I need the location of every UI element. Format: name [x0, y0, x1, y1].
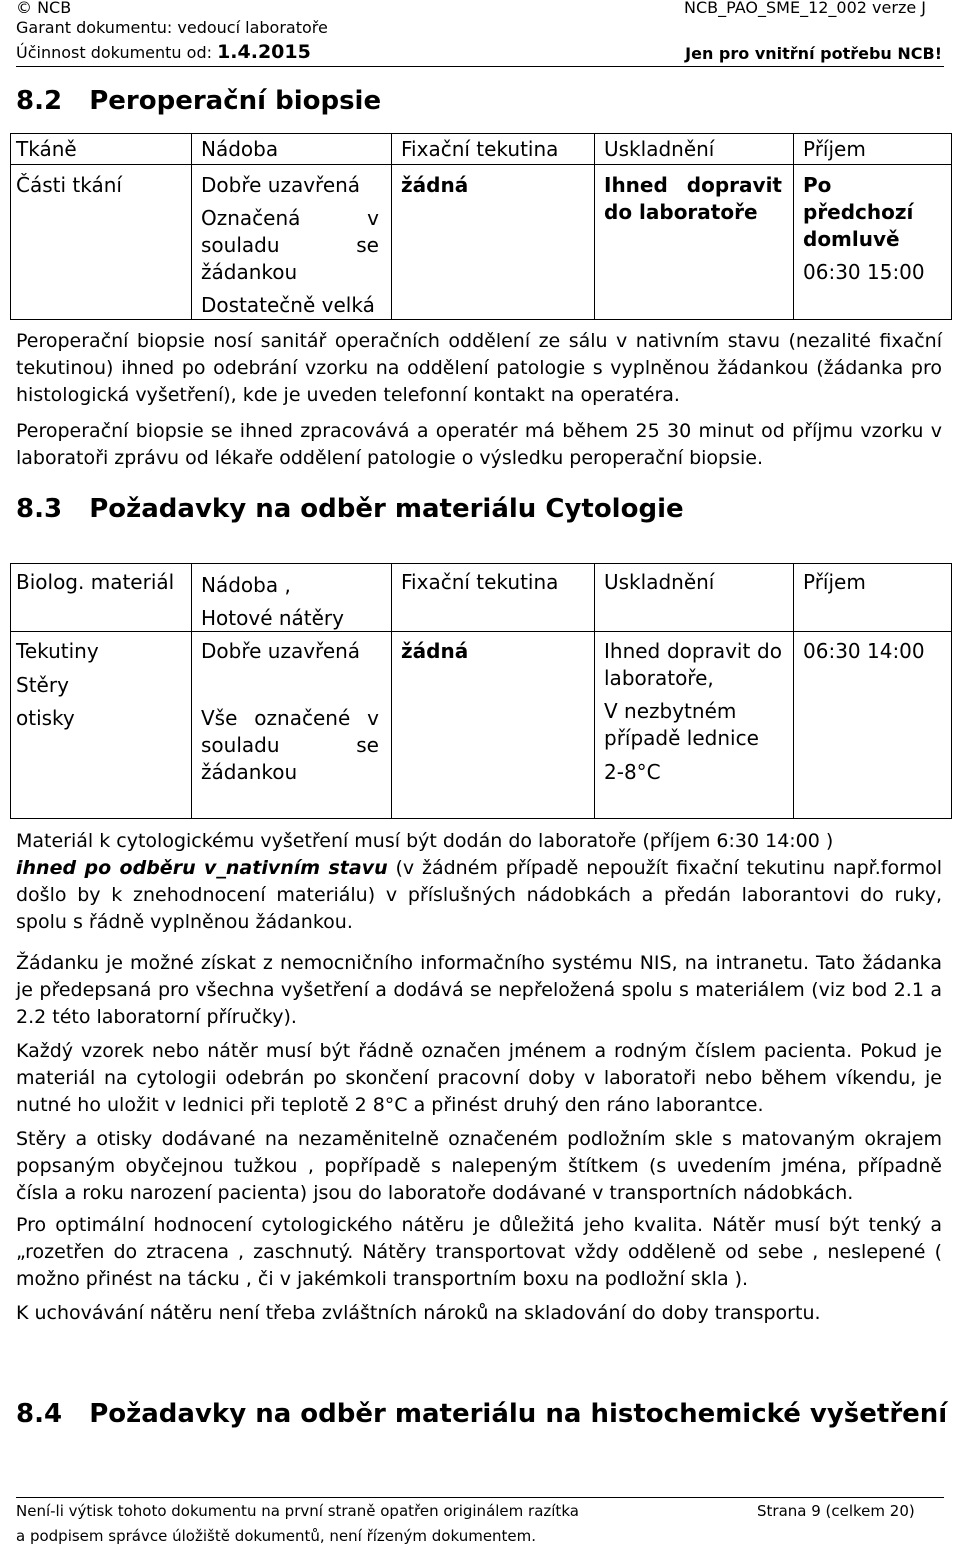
- section-83-paragraph-5: Pro optimální hodnocení cytologického nátěru je důležitá jeho kvalita. Nátěr musí být tenký a „rozetřen do ztracena , zaschnutý. Nátěry transportovat vždy odděleně od sebe , neslepené ( možno přinést na tácku , či v jakémkoli transportním boxu na podložní skla ).: [16, 1214, 942, 1290]
- cell-fixation: žádná: [401, 639, 469, 663]
- cell-material-smears: Stěry: [16, 673, 69, 697]
- col-header-receipt: Příjem: [803, 137, 866, 161]
- section-83-paragraph-4: Stěry a otisky dodávané na nezaměnitelně označeném podložním skle s matovaným okrajem popsaným obyčejnou tužkou , popřípadě s nalepeným štítkem (s uvedením jména, případně čísla a roku narození pacienta) jsou do laboratoře dodávané v transportních nádobkách.: [16, 1128, 942, 1204]
- section-82-paragraph-2: Peroperační biopsie se ihned zpracovává a operatér má během 25 30 minut od příjmu vzorku v laboratoři zprávu od lékaře oddělení patologie o výsledku peroperační biopsie.: [16, 420, 942, 469]
- col-header-storage: Uskladnění: [604, 137, 715, 161]
- col-header-tissue: Tkáně: [16, 137, 77, 161]
- section-83-paragraph-6: K uchovávání nátěru není třeba zvláštních nároků na skladování do doby transportu.: [16, 1302, 821, 1324]
- header-rule: [16, 66, 944, 67]
- cell-storage: Ihned dopravit do laboratoře: [604, 173, 782, 224]
- header-effective-date: 1.4.2015: [217, 41, 311, 63]
- footer-disclaimer-line-1: Není-li výtisk tohoto dokumentu na první straně opatřen originálem razítka: [16, 1502, 579, 1520]
- section-83-title: 8.3 Požadavky na odběr materiálu Cytologie: [16, 494, 684, 524]
- cell-receipt-note: Po předchozí domluvě: [803, 173, 914, 251]
- section-83-paragraph-2: Žádanku je možné získat z nemocničního informačního systému NIS, na intranetu. Tato žádanka je předepsaná pro všechna vyšetření a dodává se nepřeložená spolu s materiálem (viz bod 2.1 a 2.2 této laboratorní příručky).: [16, 952, 942, 1028]
- cell-storage-temperature: 2-8°C: [604, 760, 661, 784]
- cell-container-closed: Dobře uzavřená: [201, 173, 361, 197]
- cell-container-labeled: Označená v souladu se žádankou: [201, 206, 379, 284]
- cell-receipt-hours: 06:30 14:00: [803, 639, 925, 663]
- header-copyright: © NCB: [16, 0, 72, 17]
- col-header-material: Biolog. materiál: [16, 570, 175, 594]
- footer-page-number: Strana 9 (celkem 20): [757, 1502, 915, 1520]
- paragraph-1-rest: (v žádném případě nepoužít fixační tekutinu např.formol došlo by k znehodnocení materiálu) v příslušných nádobkách a předán laborantovi do ruky, spolu s řádně vyplněnou žádankou.: [16, 857, 942, 933]
- cell-material-imprints: otisky: [16, 706, 75, 730]
- footer-rule: [16, 1497, 944, 1498]
- section-83-paragraph-3: Každý vzorek nebo nátěr musí být řádně označen jménem a rodným číslem pacienta. Pokud je materiál na cytologii odebrán po skončení pracovní doby v laboratoři nebo během víkendu, je nutné ho uložit v lednici při teplotě 2 8°C a přinést druhý den ráno laborantce.: [16, 1040, 942, 1116]
- col-header-container: Nádoba: [201, 137, 279, 161]
- section-83-paragraph-1: [16, 828, 942, 936]
- cell-fixation: žádná: [401, 173, 469, 197]
- footer-disclaimer-line-2: a podpisem správce úložiště dokumentů, není řízeným dokumentem.: [16, 1527, 537, 1545]
- cell-material-liquids: Tekutiny: [16, 639, 99, 663]
- header-doc-id: NCB_PAO_SME_12_002 verze J: [684, 0, 926, 17]
- cell-tissue: Části tkání: [16, 173, 122, 197]
- col-header-storage: Uskladnění: [604, 570, 715, 594]
- paragraph-1-emphasis: ihned po odběru v_nativním stavu: [16, 857, 388, 879]
- col-header-receipt: Příjem: [803, 570, 866, 594]
- paragraph-1-body: [16, 855, 942, 936]
- header-effective-label: Účinnost dokumentu od:: [16, 43, 218, 62]
- cell-container-closed: Dobře uzavřená: [201, 639, 361, 663]
- section-84-title: 8.4 Požadavky na odběr materiálu na histochemické vyšetření: [16, 1399, 948, 1429]
- cell-storage-immediate: Ihned dopravit do laboratoře,: [604, 639, 782, 690]
- cell-container-size: Dostatečně velká: [201, 293, 375, 317]
- cell-storage-fridge: V nezbytném případě lednice: [604, 699, 759, 750]
- paragraph-1-intro: Materiál k cytologickému vyšetření musí být dodán do laboratoře (příjem 6:30 14:00 ): [16, 830, 834, 852]
- header-internal-notice: Jen pro vnitřní potřebu NCB!: [685, 44, 942, 63]
- col-header-fixation: Fixační tekutina: [401, 137, 559, 161]
- col-header-container: Nádoba , Hotové nátěry: [201, 573, 344, 630]
- header-effective: [16, 42, 311, 63]
- cell-receipt-hours: 06:30 15:00: [803, 260, 925, 284]
- section-82-paragraph-1: Peroperační biopsie nosí sanitář operačních oddělení ze sálu v nativním stavu (nezalité fixační tekutinou) ihned po odebrání vzorku na oddělení patologie s vyplněnou žádankou (žádanka pro histologická vyšetření), kde je uveden telefonní kontakt na operatéra.: [16, 330, 942, 406]
- section-82-title: 8.2 Peroperační biopsie: [16, 86, 382, 116]
- cell-container-labeled: Vše označené v souladu se žádankou: [201, 706, 379, 784]
- header-guarantor: Garant dokumentu: vedoucí laboratoře: [16, 18, 328, 37]
- col-header-fixation: Fixační tekutina: [401, 570, 559, 594]
